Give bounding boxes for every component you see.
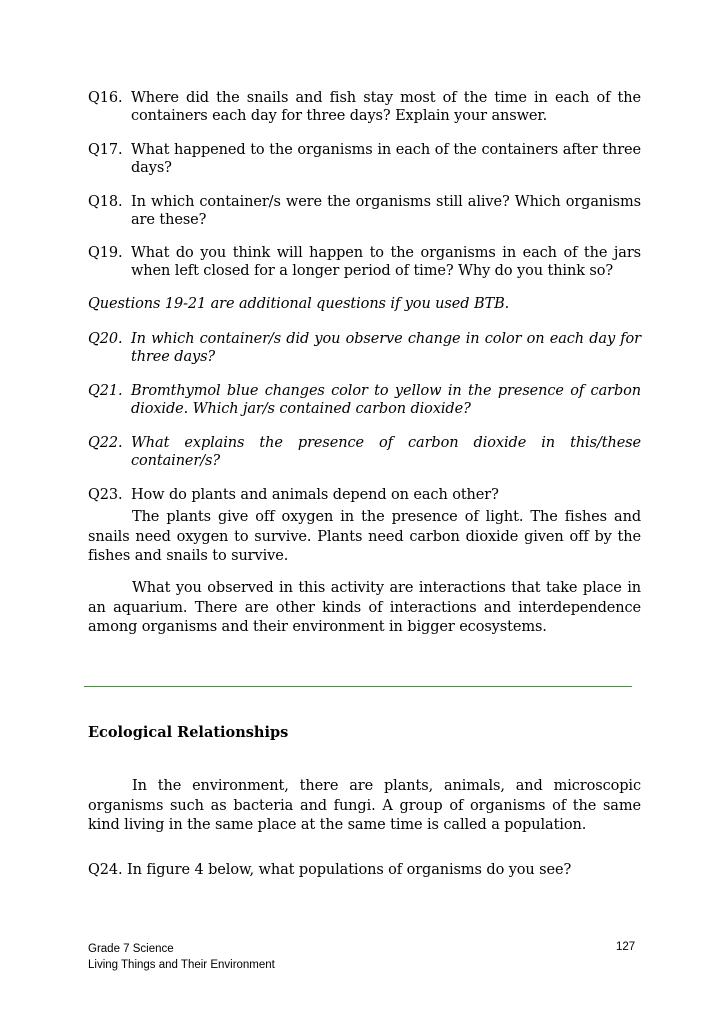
question-number: Q19. xyxy=(88,245,123,261)
question-text: What explains the presence of carbon dioxide in this/these container/s? xyxy=(131,435,641,469)
footer-unit-title: Living Things and Their Environment xyxy=(88,959,275,971)
section-heading: Ecological Relationships xyxy=(88,724,289,741)
question-q16 xyxy=(88,89,641,125)
question-text: Where did the snails and fish stay most of the time in each of the containers each day for three days? Explain your answer. xyxy=(131,90,641,124)
question-q19 xyxy=(88,244,641,280)
question-number: Q17. xyxy=(88,142,123,158)
paragraph-plants-oxygen: The plants give off oxygen in the presence of light. The fishes and snails need oxygen to survive. Plants need carbon dioxide given off by the fishes and snails to survive. xyxy=(88,509,641,564)
question-number: Q20. xyxy=(88,331,123,347)
question-q20 xyxy=(88,330,641,366)
btb-note-text: Questions 19-21 are additional questions if you used BTB. xyxy=(88,296,510,312)
question-number: Q16. xyxy=(88,90,123,106)
question-q23 xyxy=(88,486,641,504)
question-number: Q18. xyxy=(88,194,123,210)
question-text: What do you think will happen to the organisms in each of the jars when left closed for a longer period of time? Why do you think so? xyxy=(131,245,641,279)
footer-grade: Grade 7 Science xyxy=(88,943,174,955)
question-q21 xyxy=(88,382,641,418)
question-q24 xyxy=(88,861,641,879)
question-number: Q23. xyxy=(88,487,123,503)
section-divider xyxy=(84,686,632,687)
question-q18 xyxy=(88,193,641,229)
question-text: What happened to the organisms in each of the containers after three days? xyxy=(131,142,641,176)
btb-note xyxy=(88,295,641,313)
question-text: Q24. In figure 4 below, what populations of organisms do you see? xyxy=(88,862,572,878)
question-number: Q21. xyxy=(88,383,123,399)
question-q22 xyxy=(88,434,641,470)
question-number: Q22. xyxy=(88,435,123,451)
question-text: In which container/s did you observe change in color on each day for three days? xyxy=(131,331,641,365)
paragraph-population: In the environment, there are plants, animals, and microscopic organisms such as bacteria and fungi. A group of organisms of the same kind living in the same place at the same time is called a population. xyxy=(88,778,641,833)
question-q17 xyxy=(88,141,641,177)
question-text: In which container/s were the organisms still alive? Which organisms are these? xyxy=(131,194,641,228)
question-text: Bromthymol blue changes color to yellow in the presence of carbon dioxide. Which jar/s contained carbon dioxide? xyxy=(131,383,641,417)
question-text: How do plants and animals depend on each other? xyxy=(131,487,499,503)
paragraph-aquarium-interactions: What you observed in this activity are interactions that take place in an aquarium. There are other kinds of interactions and interdependence among organisms and their environment in bigger ecosystems. xyxy=(88,580,641,635)
page-number: 127 xyxy=(616,941,636,953)
